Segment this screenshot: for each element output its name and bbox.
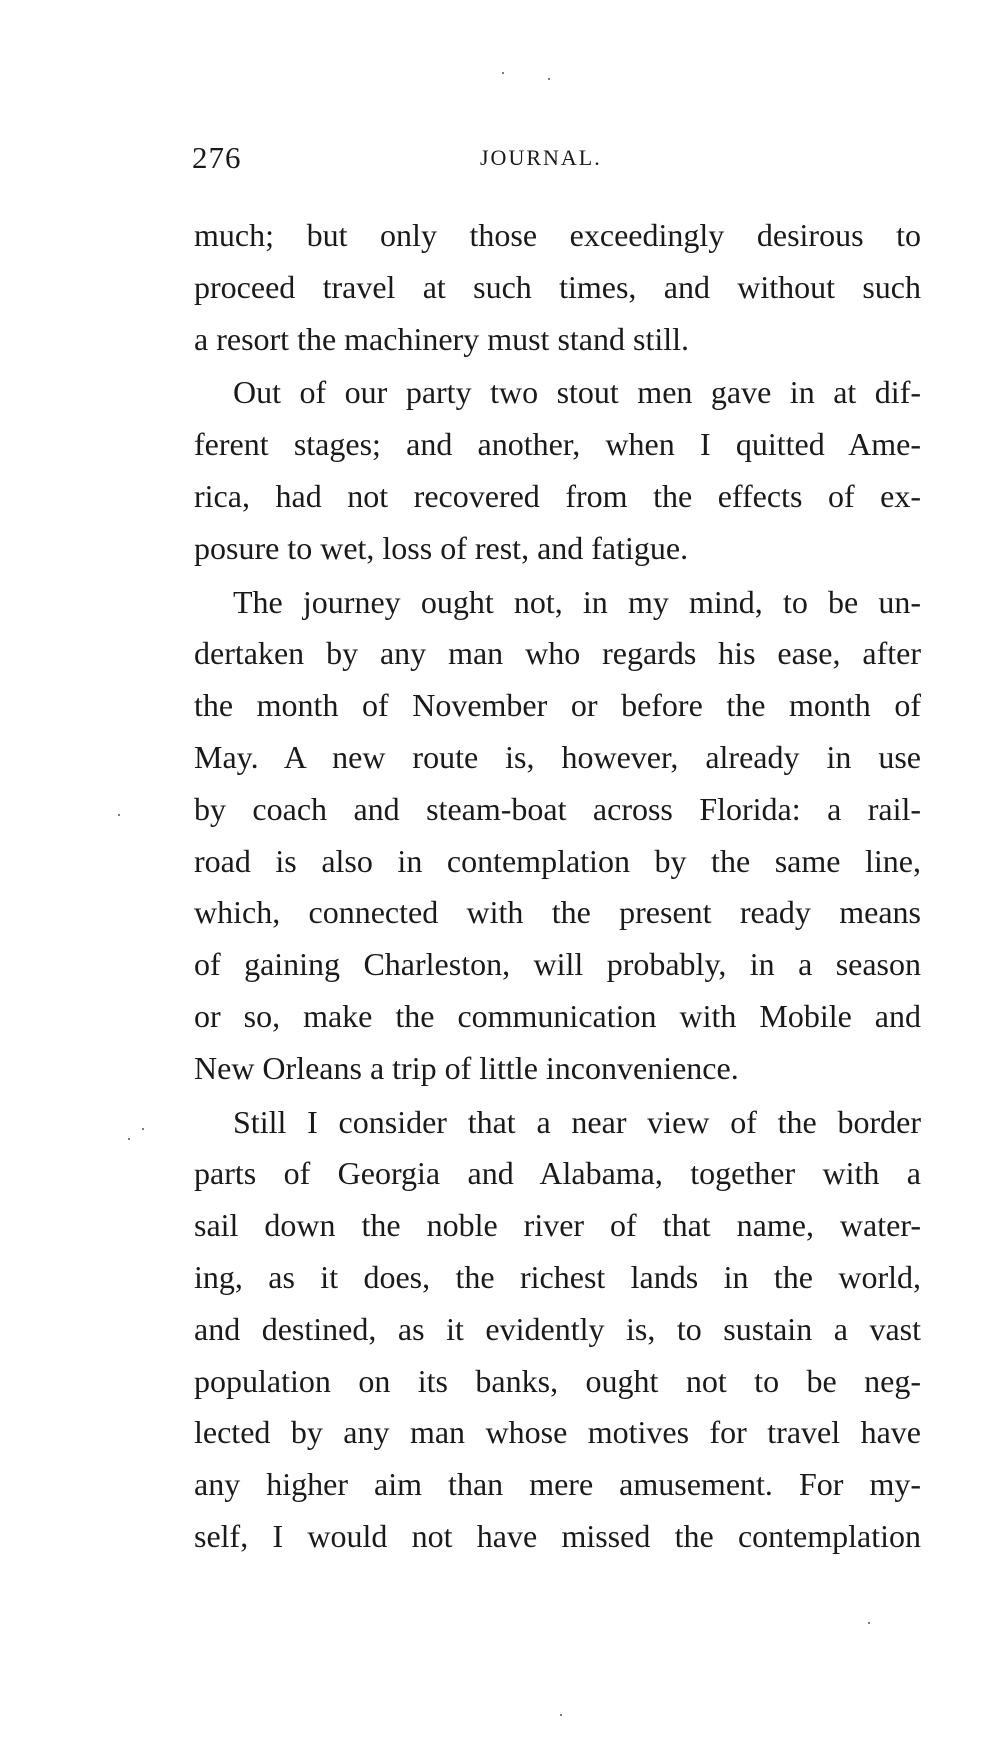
text-line: ing, as it does, the richest lands in the world, — [194, 1258, 921, 1295]
text-line: sail down the noble river of that name, water- — [194, 1207, 921, 1244]
paper-speck — [118, 814, 120, 816]
paper-speck — [142, 1128, 144, 1130]
paper-speck — [868, 1622, 870, 1624]
paper-speck — [560, 1714, 562, 1716]
text-line: road is also in contemplation by the same line, — [194, 842, 921, 879]
text-line: any higher aim than mere amusement. For my- — [194, 1466, 921, 1503]
text-line: the month of November or before the month of — [194, 687, 921, 724]
text-line: Out of our party two stout men gave in at dif- — [233, 374, 921, 411]
text-line: and destined, as it evidently is, to sustain a vast — [194, 1310, 921, 1347]
text-line: New Orleans a trip of little inconvenience. — [194, 1049, 739, 1086]
text-line: posure to wet, loss of rest, and fatigue. — [194, 529, 689, 566]
text-line: of gaining Charleston, will probably, in a season — [194, 946, 921, 983]
body-text — [194, 210, 921, 1563]
text-line: lected by any man whose motives for travel have — [194, 1414, 921, 1451]
paper-speck — [548, 78, 550, 80]
page-number: 276 — [192, 140, 242, 175]
text-line: proceed travel at such times, and without such — [194, 268, 921, 305]
text-line: May. A new route is, however, already in use — [194, 738, 921, 775]
text-line: The journey ought not, in my mind, to be un- — [233, 583, 921, 620]
paper-speck — [128, 1138, 130, 1140]
paper-speck — [502, 72, 504, 74]
text-line: ferent stages; and another, when I quitted Ame- — [194, 426, 921, 463]
text-line: by coach and steam-boat across Florida: a rail- — [194, 790, 921, 827]
text-line: a resort the machinery must stand still. — [194, 320, 689, 357]
text-line: Still I consider that a near view of the border — [233, 1103, 921, 1140]
text-line: self, I would not have missed the contemplation — [194, 1517, 921, 1554]
paragraph-4 — [194, 1097, 921, 1563]
paragraph-3 — [194, 577, 921, 1095]
text-line: much; but only those exceedingly desirous to — [194, 217, 921, 253]
paragraph-1 — [194, 210, 921, 365]
text-line: dertaken by any man who regards his ease, after — [194, 635, 921, 672]
text-line: or so, make the communication with Mobile and — [194, 997, 921, 1034]
text-line: parts of Georgia and Alabama, together with a — [194, 1155, 921, 1192]
text-line: population on its banks, ought not to be neg- — [194, 1362, 921, 1399]
text-line: which, connected with the present ready means — [194, 894, 921, 931]
paragraph-2 — [194, 367, 921, 574]
text-line: rica, had not recovered from the effects of ex- — [194, 477, 921, 514]
running-head: JOURNAL. — [480, 145, 602, 170]
